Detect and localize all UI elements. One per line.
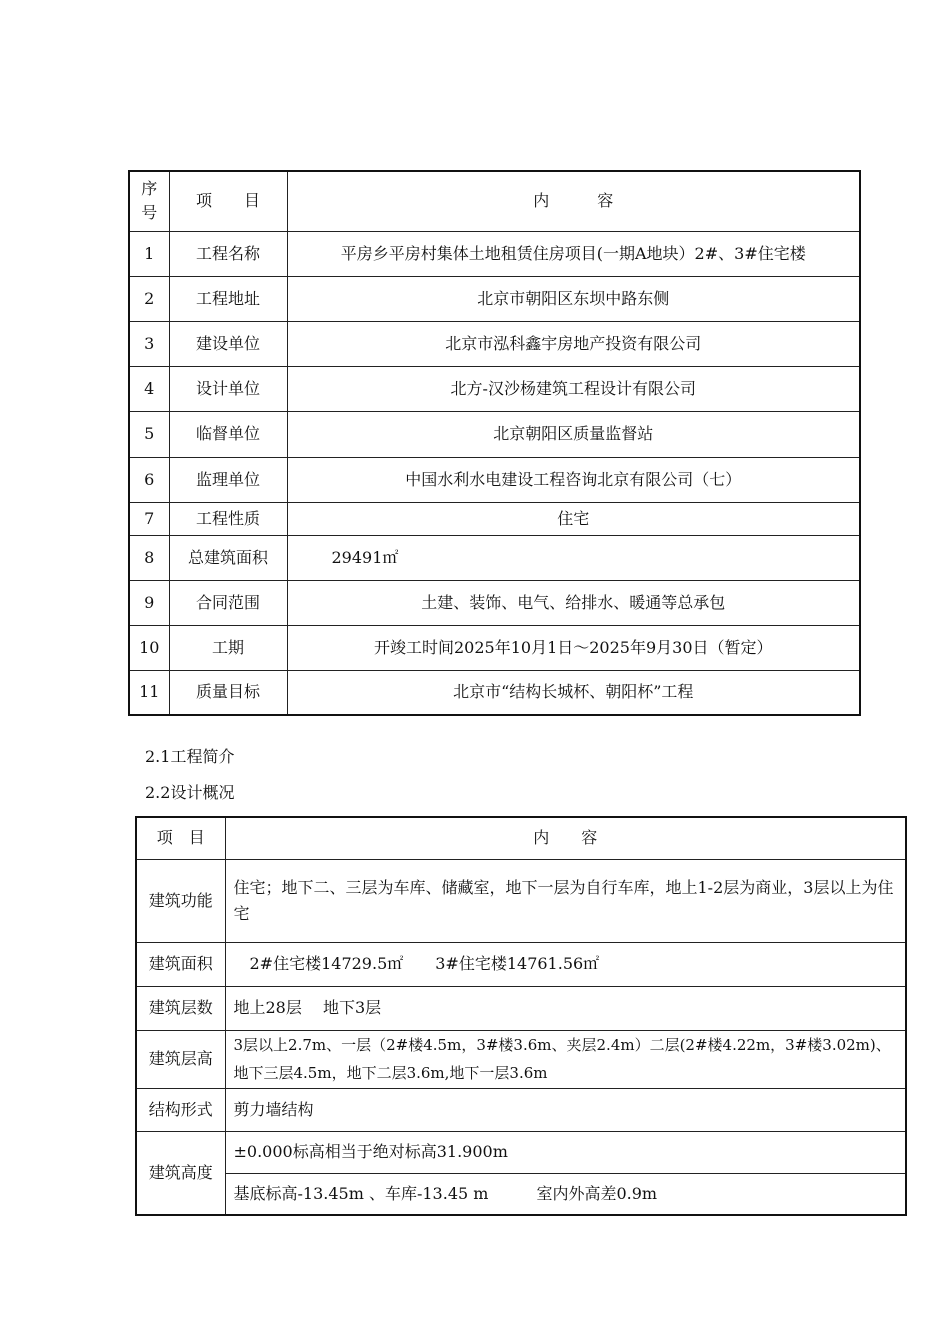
row-content: 北京市“结构长城杯、朝阳杯”工程	[287, 670, 860, 715]
header-item: 项 目	[136, 817, 225, 859]
project-info-table	[128, 170, 861, 716]
row-item: 建设单位	[169, 321, 287, 366]
table-row	[129, 535, 860, 580]
row-no: 10	[129, 625, 169, 670]
row-no: 7	[129, 502, 169, 535]
table-row	[129, 231, 860, 276]
table-row	[136, 986, 906, 1030]
table-header-row	[136, 817, 906, 859]
row-content: 住宅；地下二、三层为车库、储藏室，地下一层为自行车库，地上1-2层为商业，3层以上为住宅	[225, 859, 906, 942]
section-heading-2-1: 2.1工程简介	[145, 747, 235, 766]
row-item: 工期	[169, 625, 287, 670]
design-overview-table	[135, 816, 907, 1216]
row-item: 建筑层高	[136, 1030, 225, 1088]
row-no: 1	[129, 231, 169, 276]
table-row	[129, 457, 860, 502]
row-item: 工程性质	[169, 502, 287, 535]
row-item: 结构形式	[136, 1088, 225, 1131]
row-no: 5	[129, 411, 169, 457]
table-row	[129, 625, 860, 670]
row-item: 设计单位	[169, 366, 287, 411]
table-row	[129, 321, 860, 366]
section-heading-2-2: 2.2设计概况	[145, 783, 235, 802]
row-item: 工程名称	[169, 231, 287, 276]
header-content: 内 容	[287, 171, 860, 231]
row-no: 11	[129, 670, 169, 715]
row-no: 8	[129, 535, 169, 580]
row-content: 北京市泓科鑫宇房地产投资有限公司	[287, 321, 860, 366]
table-row	[129, 670, 860, 715]
header-no: 序号	[129, 171, 169, 231]
row-content: 29491㎡	[287, 535, 860, 580]
table-header-row	[129, 171, 860, 231]
table-row	[129, 366, 860, 411]
row-content: 土建、装饰、电气、给排水、暖通等总承包	[287, 580, 860, 625]
row-content: 住宅	[287, 502, 860, 535]
row-content: 3层以上2.7m、一层（2#楼4.5m，3#楼3.6m、夹层2.4m）二层(2#楼4.22m，3#楼3.02m)、地下三层4.5m，地下二层3.6m,地下一层3.6m	[225, 1030, 906, 1088]
row-item: 建筑功能	[136, 859, 225, 942]
table-row	[136, 1173, 906, 1215]
row-item: 建筑高度	[136, 1131, 225, 1215]
row-content: 剪力墙结构	[225, 1088, 906, 1131]
row-item: 临督单位	[169, 411, 287, 457]
table-row	[129, 580, 860, 625]
row-item: 工程地址	[169, 276, 287, 321]
header-content: 内 容	[225, 817, 906, 859]
row-item: 总建筑面积	[169, 535, 287, 580]
row-no: 4	[129, 366, 169, 411]
row-content: ±0.000标高相当于绝对标高31.900m	[225, 1131, 906, 1173]
row-content: 北方-汉沙杨建筑工程设计有限公司	[287, 366, 860, 411]
row-content: 基底标高-13.45m 、车库-13.45 m 室内外高差0.9m	[225, 1173, 906, 1215]
row-content: 北京朝阳区质量监督站	[287, 411, 860, 457]
row-item: 监理单位	[169, 457, 287, 502]
table-row	[129, 411, 860, 457]
header-item: 项 目	[169, 171, 287, 231]
table-row	[129, 276, 860, 321]
row-no: 6	[129, 457, 169, 502]
row-content: 开竣工时间2025年10月1日～2025年9月30日（暂定）	[287, 625, 860, 670]
table-row	[136, 859, 906, 942]
row-item: 建筑层数	[136, 986, 225, 1030]
table-row	[129, 502, 860, 535]
row-content: 北京市朝阳区东坝中路东侧	[287, 276, 860, 321]
row-item: 质量目标	[169, 670, 287, 715]
table-row	[136, 1088, 906, 1131]
table-row	[136, 1131, 906, 1173]
row-no: 2	[129, 276, 169, 321]
row-content: 中国水利水电建设工程咨询北京有限公司（七）	[287, 457, 860, 502]
row-no: 9	[129, 580, 169, 625]
row-content: 平房乡平房村集体土地租赁住房项目(一期A地块）2#、3#住宅楼	[287, 231, 860, 276]
table-row	[136, 942, 906, 986]
row-item: 合同范围	[169, 580, 287, 625]
row-content: 2#住宅楼14729.5㎡ 3#住宅楼14761.56㎡	[225, 942, 906, 986]
row-item: 建筑面积	[136, 942, 225, 986]
row-no: 3	[129, 321, 169, 366]
table-row	[136, 1030, 906, 1088]
row-content: 地上28层 地下3层	[225, 986, 906, 1030]
